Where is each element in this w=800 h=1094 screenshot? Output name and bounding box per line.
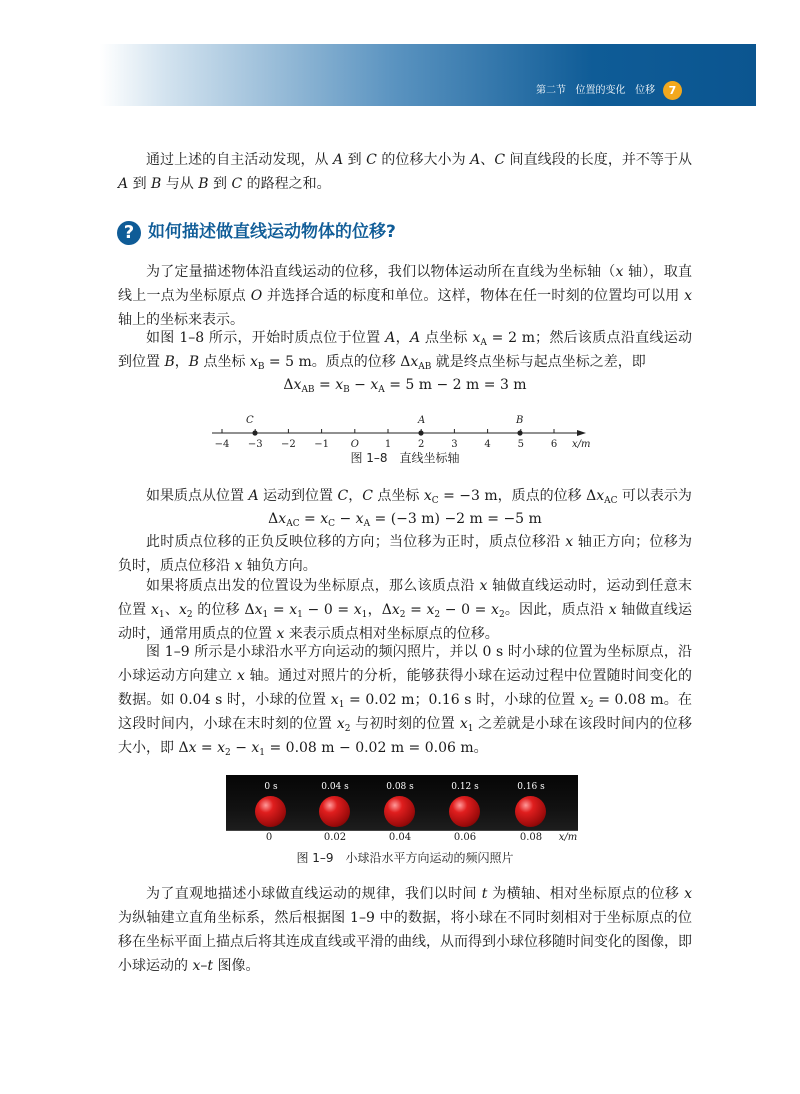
equation-displacement-ac: $\Delta x_{AC} = x_C - x_A = (-3$ m) −2 m = −5 m [268, 511, 542, 529]
question-icon: ? [117, 221, 141, 245]
axis-tick-label-1: −3 [247, 439, 263, 450]
position-label-1: 0.02 [323, 832, 347, 843]
header-running-title [536, 83, 655, 99]
axis-tick-label-3: −1 [314, 439, 329, 450]
section-title: 如何描述做直线运动物体的位移? [148, 222, 396, 242]
ball-3 [449, 796, 480, 827]
point-a-label: A [418, 415, 426, 426]
axis-tick-label-5: 1 [384, 439, 392, 450]
figure-1-8-caption: 图 1–8 直线坐标轴 [350, 451, 460, 465]
time-label-4: 0.16 s [517, 782, 545, 792]
header-subtitle: 位移 [635, 85, 656, 96]
header-section: 第二节 [536, 85, 566, 96]
paragraph-sign-direction: 此时质点位移的正负反映位移的方向；当位移为正时，质点位移沿 x 轴正方向；位移为负时，质点位移沿 x 轴负方向。 [118, 534, 692, 574]
paragraph-xt-graph: 为了直观地描述小球做直线运动的规律，我们以时间 t 为横轴、相对坐标原点的位移 x 为纵轴建立直角坐标系，然后根据图 1–9 中的数据，将小球在不同时刻相对于坐标原点的位移在坐标平面上描点后将其连成直线或平滑的曲线，从而得到小球位移随时间变化的图像，即小球运动的 x–t 图像。 [118, 886, 693, 974]
paragraph-axis-definition: 为了定量描述物体沿直线运动的位移，我们以物体运动所在直线为坐标轴（x 轴），取直线上一点为坐标原点 O 并选择合适的标度和单位。这样，物体在任一时刻的位置均可以用 x 轴上的坐标来表示。 [118, 264, 693, 328]
ball-2 [384, 796, 415, 827]
point-b-label: B [516, 415, 524, 426]
position-label-3: 0.06 [453, 832, 477, 843]
point-c-label: C [246, 415, 254, 426]
position-label-0: 0 [265, 832, 273, 843]
axis-tick-label-9: 5 [517, 439, 524, 450]
axis-tick-label-4: O [350, 439, 359, 450]
photo-axis-unit: x/m [558, 832, 578, 843]
time-label-1: 0.04 s [321, 782, 349, 792]
time-label-2: 0.08 s [386, 782, 414, 792]
axis-tick-label-7: 3 [451, 439, 458, 450]
paragraph-strobe-photo: 图 1–9 所示是小球沿水平方向运动的频闪照片，并以 0 s 时小球的位置为坐标原点，沿小球运动方向建立 x 轴。通过对照片的分析，能够获得小球在运动过程中位置随时间变化的数据。如 0.04 s 时，小球的位置 $x_1 = 0.02$ m；0.16 s 时，小球的位置 $x_2 = 0.08$ m。在这段时间内，小球在末时刻的位置 $x_2$ 与初时刻的位置 $x_1$ 之差就是小球在该段时间内的位移大小，即 $\Delta x = x_2 - x_1 = 0.08$ m − 0.02 m = 0.06 m。 [118, 644, 692, 758]
ball-1 [319, 796, 350, 827]
axis-arrow [577, 430, 586, 436]
paragraph-intro: 通过上述的自主活动发现，从 A 到 C 的位移大小为 A、C 间直线段的长度，并不等于从 A 到 B 与从 B 到 C 的路程之和。 [118, 152, 693, 192]
paragraph-example-ab: 如图 1–8 所示，开始时质点位于位置 A，A 点坐标 $x_A = 2$ m；然后该质点沿直线运动到位置 B，B 点坐标 $x_B = 5$ m。质点的位移 $\Delta x_{AB}$ 就是终点坐标与起点坐标之差，即 [118, 330, 693, 372]
equation-displacement-ab: $\Delta x_{AB} = x_B - x_A = 5$ m − 2 m = 3 m [283, 377, 527, 395]
paragraph-origin-position: 如果将质点出发的位置设为坐标原点，那么该质点沿 x 轴做直线运动时，运动到任意末位置 $x_1$、$x_2$ 的位移 $\Delta x_1 = x_1 - 0 = x_1$，$\Delta x_2 = x_2 - 0 = x_2$。因此，质点沿 x 轴做直线运动时，通常用质点的位置 x 来表示质点相对坐标原点的位移。 [118, 578, 693, 642]
axis-unit-label: x/m [572, 439, 591, 450]
time-label-0: 0 s [264, 782, 278, 792]
figure-1-9-caption: 图 1–9 小球沿水平方向运动的频闪照片 [296, 851, 514, 865]
time-label-3: 0.12 s [451, 782, 479, 792]
position-label-4: 0.08 [519, 832, 543, 843]
point-b-marker [517, 430, 522, 435]
header-band [100, 44, 756, 106]
ball-0 [255, 796, 286, 827]
point-a-marker [418, 430, 423, 435]
header-title: 位置的变化 [575, 85, 626, 96]
axis-tick-label-0: −4 [214, 439, 230, 450]
point-c-marker [252, 430, 257, 435]
axis-tick-label-10: 6 [550, 439, 558, 450]
axis-tick-label-2: −2 [281, 439, 296, 450]
paragraph-example-ac: 如果质点从位置 A 运动到位置 C，C 点坐标 $x_C = -3$ m，质点的位移 $\Delta x_{AC}$ 可以表示为 [146, 488, 692, 506]
axis-tick-label-6: 2 [418, 439, 425, 450]
strobe-photo [226, 775, 578, 830]
page-number-badge: 7 [663, 81, 682, 100]
position-label-2: 0.04 [388, 832, 412, 843]
ball-4 [515, 796, 546, 827]
number-line-figure [200, 405, 600, 453]
axis-tick-label-8: 4 [484, 439, 491, 450]
photo-axis-line [226, 830, 578, 831]
